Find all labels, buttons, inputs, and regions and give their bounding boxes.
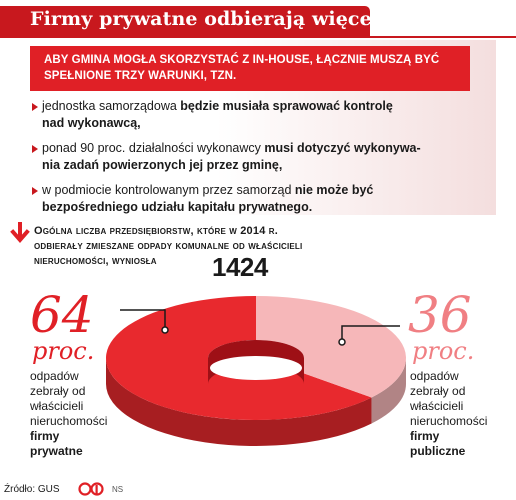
total-description-line: nieruchomości, wyniosła xyxy=(34,255,157,267)
slice-name-line: prywatne xyxy=(30,444,83,458)
source-note: Źródło: GUS xyxy=(4,484,60,495)
triangle-bullet-icon xyxy=(32,103,38,111)
condition-item xyxy=(30,182,490,216)
condition-emphasis: bezpośredniego udziału kapitału prywatnego. xyxy=(42,200,313,214)
total-description-line: odbierały zmieszane odpady komunalne od właścicieli xyxy=(34,240,303,252)
slice-description xyxy=(30,369,107,459)
pie-hole xyxy=(210,356,302,380)
conditions-heading-line: SPEŁNIONE TRZY WARUNKI, TZN. xyxy=(44,70,237,82)
slice-name-line: firmy xyxy=(30,429,60,443)
arrow-down-icon xyxy=(10,222,30,244)
publisher-logo-icon xyxy=(78,482,108,496)
condition-text: w podmiocie kontrolowanym przez samorząd xyxy=(42,183,295,197)
slice-unit-label: proc. xyxy=(32,337,95,365)
slice-description-line: nieruchomości xyxy=(410,414,488,428)
slice-value-label: 36 xyxy=(408,286,472,344)
total-value: 1424 xyxy=(212,252,268,282)
condition-emphasis: nad wykonawcą, xyxy=(42,116,141,130)
condition-emphasis: nie może być xyxy=(294,183,374,197)
condition-text: ponad 90 proc. działalności wykonawcy xyxy=(42,141,265,155)
total-description-line: Ogólna liczba przedsiębiorstw, które w 2014 r. xyxy=(34,225,279,237)
page-title: Firmy prywatne odbierają więcej śmieci xyxy=(30,8,455,30)
callout-dot xyxy=(162,327,168,333)
slice-description-line: odpadów xyxy=(30,369,79,383)
slice-name-line: firmy xyxy=(410,429,440,443)
triangle-bullet-icon xyxy=(32,187,38,195)
header-rule xyxy=(0,36,516,38)
slice-unit-label: proc. xyxy=(412,337,475,365)
conditions-heading xyxy=(30,46,470,91)
agency-credit: NS xyxy=(112,485,124,494)
slice-description xyxy=(410,369,487,459)
slice-name-line: publiczne xyxy=(410,444,466,458)
callout-dot xyxy=(339,339,345,345)
slice-description-line: właścicieli xyxy=(410,399,464,413)
slice-description-line: zebrały od xyxy=(410,384,466,398)
condition-item xyxy=(30,98,490,132)
slice-description-line: odpadów xyxy=(410,369,459,383)
condition-item xyxy=(30,140,490,174)
slice-description-line: zebrały od xyxy=(30,384,86,398)
condition-text: jednostka samorządowa xyxy=(42,99,181,113)
slice-description-line: właścicieli xyxy=(30,399,84,413)
slice-value-label: 64 xyxy=(30,286,94,344)
triangle-bullet-icon xyxy=(32,145,38,153)
slice-description-line: nieruchomości xyxy=(30,414,108,428)
condition-emphasis: nia zadań powierzonych jej przez gminę, xyxy=(42,158,283,172)
conditions-list xyxy=(30,98,490,224)
condition-emphasis: będzie musiała sprawować kontrolę xyxy=(180,99,393,113)
condition-emphasis: musi dotyczyć wykonywa- xyxy=(264,141,421,155)
conditions-heading-line: ABY GMINA MOGŁA SKORZYSTAĆ Z IN-HOUSE, ŁĄCZNIE MUSZĄ BYĆ xyxy=(44,54,440,66)
